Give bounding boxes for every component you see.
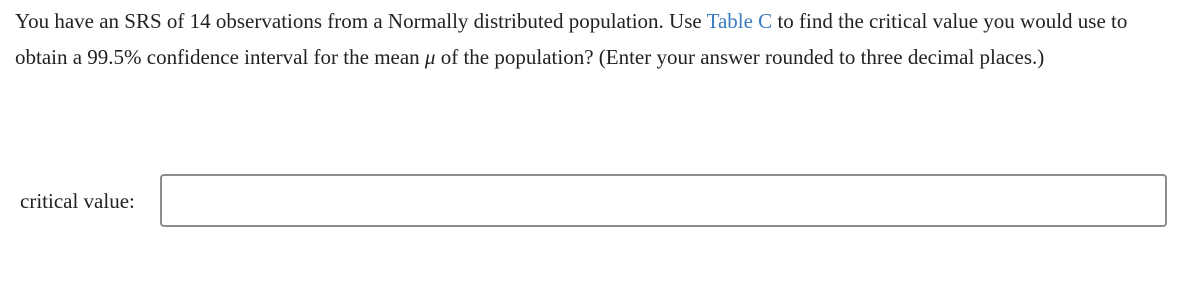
critical-value-label: critical value: [20,189,135,213]
answer-row [0,174,1200,227]
question-text [15,4,1185,75]
question-text-part-1: You have an SRS of 14 observations from a Normally distributed population. Use [15,9,707,33]
mu-symbol: μ [424,44,436,69]
table-c-link[interactable]: Table C [706,9,773,33]
critical-value-input[interactable] [160,174,1167,227]
question-text-part-2: to find the critical value you would use to obtain a 99.5% confidence interval for the mean [15,9,1128,69]
question-text-part-3: of the population? (Enter your answer rounded to three decimal places.) [435,44,1045,69]
